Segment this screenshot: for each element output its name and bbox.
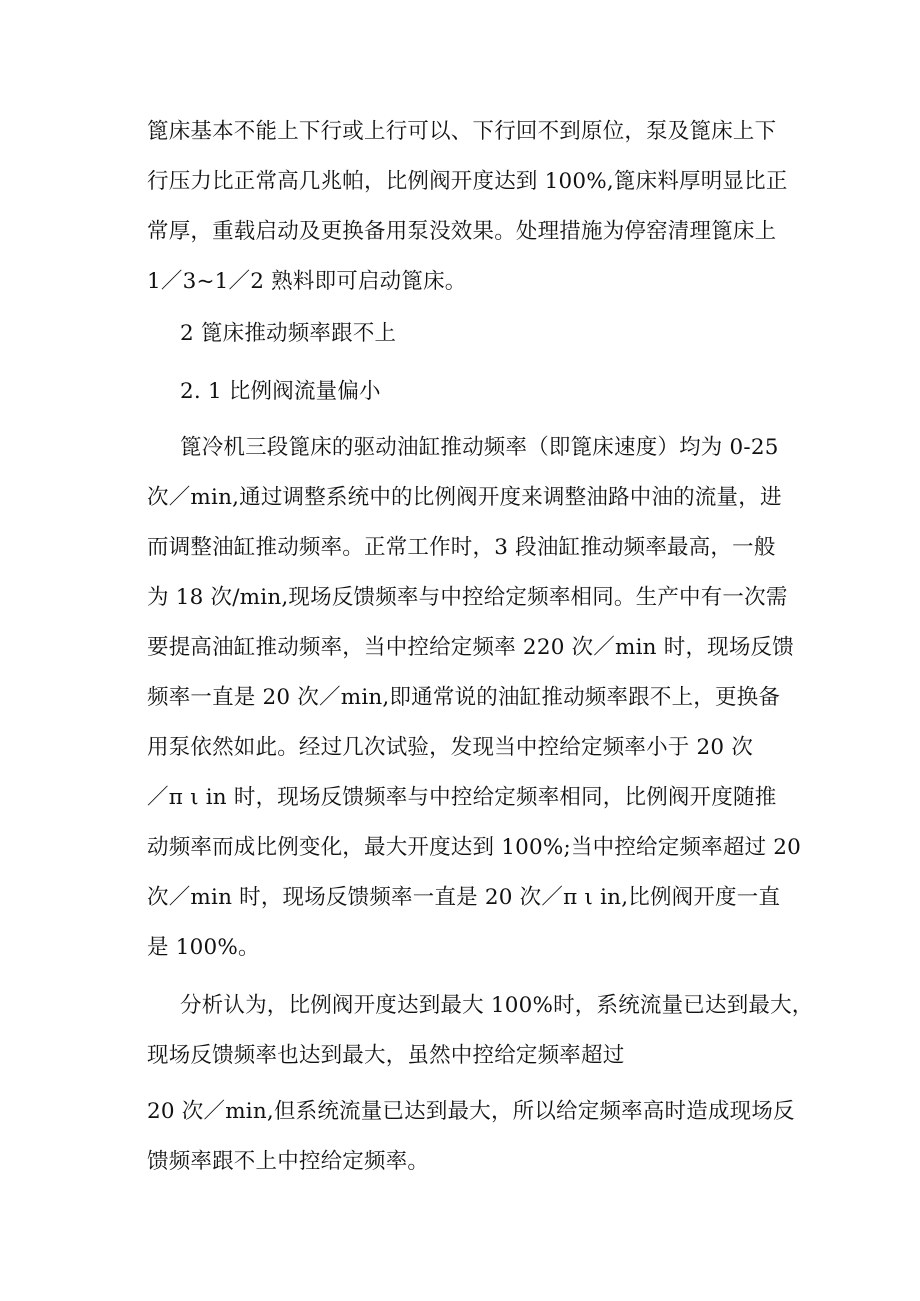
- subsection-heading: 2. 1 比例阀流量偏小: [180, 379, 381, 404]
- text-line: 次／min,通过调整系统中的比例阀开度来调整油路中油的流量，进: [147, 485, 782, 510]
- text-line: 馈频率跟不上中控给定频率。: [147, 1149, 430, 1174]
- text-line: 1／3~1／2 熟料即可启动篦床。: [147, 269, 467, 294]
- text-line: 用泵依然如此。经过几次试验，发现当中控给定频率小于 20 次: [147, 735, 754, 760]
- text-line: 为 18 次/min,现场反馈频率与中控给定频率相同。生产中有一次需: [147, 585, 788, 610]
- text-line: 频率一直是 20 次／min,即通常说的油缸推动频率跟不上，更换备: [147, 685, 781, 710]
- text-line: 常厚，重载启动及更换备用泵没效果。处理措施为停窑清理篦床上: [147, 219, 777, 244]
- text-line: 动频率而成比例变化，最大开度达到 100%;当中控给定频率超过 20: [147, 835, 802, 860]
- text-line: 行压力比正常高几兆帕，比例阀开度达到 100%,篦床料厚明显比正: [147, 169, 788, 194]
- text-line: 20 次／min,但系统流量已达到最大，所以给定频率高时造成现场反: [147, 1099, 795, 1124]
- text-line: 现场反馈频率也达到最大，虽然中控给定频率超过: [147, 1043, 625, 1068]
- text-line: 次／min 时，现场反馈频率一直是 20 次／π ι in,比例阀开度一直: [147, 885, 781, 910]
- text-line: 要提高油缸推动频率，当中控给定频率 220 次／min 时，现场反馈: [147, 635, 794, 660]
- text-line: 篦冷机三段篦床的驱动油缸推动频率（即篦床速度）均为 0-25: [180, 435, 779, 460]
- text-line: ／π ι in 时，现场反馈频率与中控给定频率相同，比例阀开度随推: [147, 785, 777, 810]
- text-line: 篦床基本不能上下行或上行可以、下行回不到原位，泵及篦床上下: [147, 119, 777, 144]
- text-line: 而调整油缸推动频率。正常工作时，3 段油缸推动频率最高，一般: [147, 535, 776, 560]
- text-line: 分析认为，比例阀开度达到最大 100%时，系统流量已达到最大，: [180, 993, 814, 1018]
- text-line: 是 100%。: [147, 935, 260, 960]
- section-heading: 2 篦床推动频率跟不上: [180, 321, 397, 346]
